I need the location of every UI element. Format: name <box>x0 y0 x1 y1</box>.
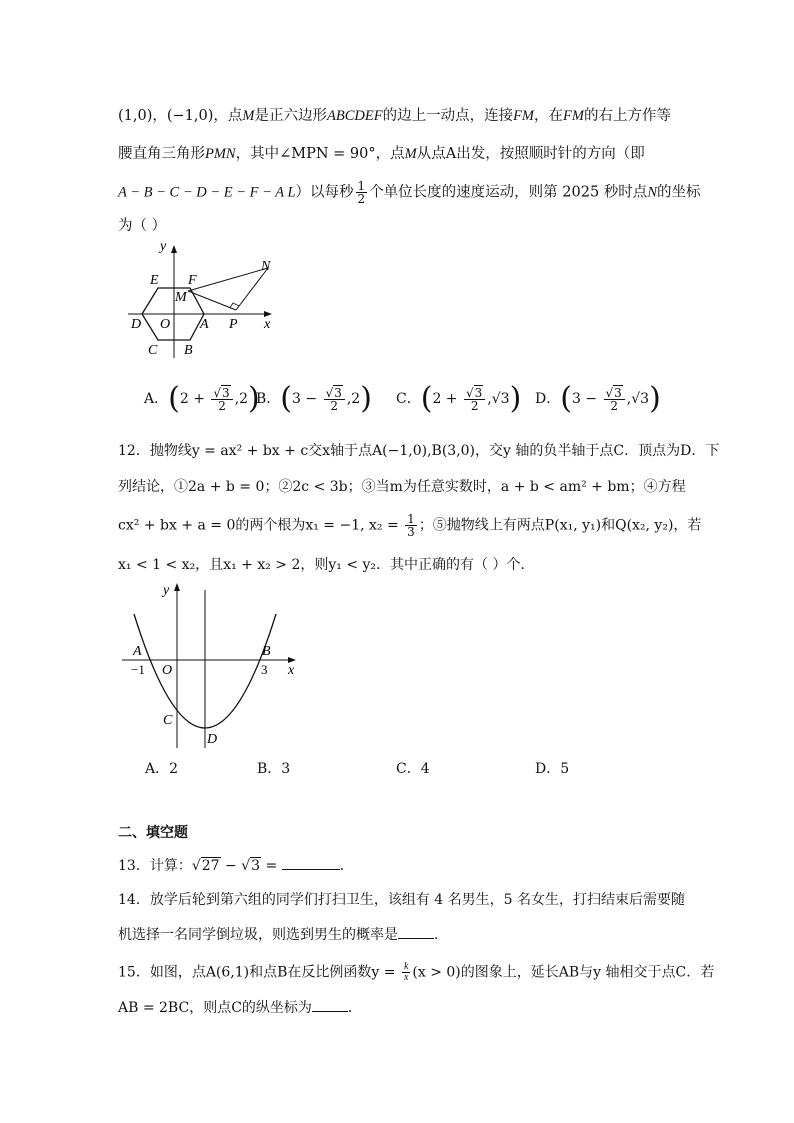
y-axis-label: y <box>160 239 167 254</box>
q11-text: FM <box>513 108 535 124</box>
origin-label: O <box>162 663 173 678</box>
q11-text: ）以每秒 <box>295 184 354 201</box>
option-letter: D． <box>535 391 561 407</box>
q13-text: ． <box>339 858 354 874</box>
q11-text: PMN <box>205 146 236 162</box>
option-letter: A． <box>144 391 169 407</box>
q15-line-2 <box>118 998 362 1018</box>
option-letter: B． <box>256 391 281 407</box>
fraction-numerator: 3 <box>334 385 342 400</box>
q11-option-d[interactable]: D．(3 − $\frac{√3}{2}$ ,√3) <box>535 381 661 416</box>
q11-text: ABCDEF <box>327 108 383 124</box>
fraction-numerator: 3 <box>614 385 622 400</box>
option-value: 3 − <box>292 391 322 407</box>
q14-line-1 <box>118 890 685 910</box>
q12-option-a[interactable]: A．2 <box>145 761 179 777</box>
q11-text: 的坐标 <box>656 184 701 201</box>
fraction-numerator: 1 <box>357 179 366 193</box>
fraction-numerator: 3 <box>474 385 483 400</box>
q12-line-1 <box>118 441 719 461</box>
q15-text: (x > 0)的图象上，延长AB与y 轴相交于点C．若 <box>412 964 715 981</box>
point-label-p: P <box>229 317 238 332</box>
q13-line: 13．计算：√27 − √3 = ． <box>118 858 354 874</box>
q11-text: 腰直角三角形 <box>118 146 205 162</box>
q11-text: N <box>647 184 657 201</box>
option-value: ,2 <box>346 391 361 407</box>
q12-parabola-figure <box>118 578 304 750</box>
q11-text: ，其中∠MPN = 90°，点 <box>235 146 405 162</box>
q11-text: 的右上方作等 <box>583 108 671 124</box>
q14-text: 14．放学后轮到第六组的同学们打扫卫生，该组有 4 名男生，5 名女生，打扫结束后需要随 <box>118 892 685 908</box>
q15-line-1 <box>118 962 714 983</box>
fraction-denominator: 2 <box>610 398 618 413</box>
q11-text: 是正六边形 <box>254 108 327 124</box>
q11-text: M <box>242 108 255 124</box>
q12-text: ；⑤抛物线上有两点P(x₁, y₁)和Q(x₂, y₂)，若 <box>418 517 702 534</box>
point-label-m: M <box>175 290 187 305</box>
q11-text: 个单位长度的速度运动，则第 2025 秒时点 <box>369 184 648 201</box>
option-value: ,2 <box>234 391 249 407</box>
q12-option-d[interactable]: D．5 <box>535 761 570 777</box>
x-axis-label: x <box>288 663 295 678</box>
fraction-denominator: 2 <box>218 398 226 413</box>
q11-line-4 <box>118 216 166 236</box>
q11-text: FM <box>563 108 584 124</box>
q12-line-3 <box>118 513 701 538</box>
point-label-c: C <box>148 343 158 358</box>
option-value: 2 + <box>432 391 462 407</box>
q13-radicand: 3 <box>251 858 261 874</box>
q14-text: ． <box>434 927 448 943</box>
q13-radicand: 27 <box>201 858 220 874</box>
fraction-denominator: 2 <box>470 398 479 413</box>
fraction-numerator: 1 <box>407 512 415 526</box>
point-label-d: D <box>131 317 142 332</box>
fraction-denominator: x <box>403 972 409 983</box>
section-title: 二、填空题 <box>118 825 188 841</box>
point-label-f: F <box>188 273 197 288</box>
point-label-b: B <box>184 343 193 358</box>
q13-text: = <box>261 858 282 874</box>
fraction <box>356 180 368 205</box>
point-label-a: A <box>133 644 142 659</box>
point-label-o: O <box>160 317 171 332</box>
fraction <box>405 513 417 538</box>
q11-option-c[interactable]: C．(2 + $\frac{√3}{2}$ ,√3) <box>396 381 522 416</box>
fraction: $\frac{√3}{2}$ <box>324 387 345 412</box>
q15-text: AB = 2BC，则点C的纵坐标为 <box>118 1000 312 1016</box>
answer-blank[interactable] <box>282 869 340 870</box>
fraction-numerator: 3 <box>222 385 230 400</box>
q11-line-2 <box>118 144 645 164</box>
option-value: 3 − <box>571 391 602 407</box>
option-value: 2 + <box>179 391 210 407</box>
q12-text: 列结论，①2a + b = 0；②2c < 3b；③当m为任意实数时，a + b < am² + bm；④方程 <box>118 479 686 495</box>
q11-line-3 <box>118 180 700 205</box>
q13-text: − <box>220 858 242 874</box>
fraction: $\frac{√3}{2}$ <box>211 387 232 412</box>
q11-option-a[interactable]: A．(2 + $\frac{√3}{2}$ ,2) <box>144 381 260 416</box>
q14-text: 机选择一名同学倒垃圾，则选到男生的概率是 <box>118 927 398 943</box>
q12-option-c[interactable]: C．4 <box>396 761 430 777</box>
q11-text: (1,0)，(−1,0)，点 <box>118 108 243 124</box>
q12-text: 12．抛物线y = ax² + bx + c交x轴于点A(−1,0),B(3,0)，交y 轴的负半轴于点C．顶点为D．下 <box>118 443 720 459</box>
q11-text: 的边上一动点，连接 <box>382 108 514 124</box>
answer-blank[interactable] <box>312 1011 348 1012</box>
q15-text: ． <box>347 1000 362 1016</box>
point-label-b: B <box>262 644 271 659</box>
x-axis-label: x <box>264 317 271 332</box>
fraction-denominator: 2 <box>330 398 339 413</box>
q14-line-2 <box>118 925 448 945</box>
q11-hexagon-figure <box>118 238 288 360</box>
point-label-e: E <box>150 273 159 288</box>
q11-text: 为（ ） <box>118 218 167 234</box>
fraction: $\frac{√3}{2}$ <box>464 387 485 412</box>
q12-line-2 <box>118 477 686 497</box>
fraction-denominator: 3 <box>407 525 415 539</box>
point-label-a: A <box>200 317 209 332</box>
fraction: $\frac{√3}{2}$ <box>604 387 625 412</box>
fraction-numerator: k <box>403 961 409 972</box>
q12-option-b[interactable]: B．3 <box>257 761 291 777</box>
y-axis-label: y <box>163 583 170 598</box>
point-label-n: N <box>261 259 271 274</box>
tick-label-3: 3 <box>261 662 268 677</box>
q11-text: 从点A出发，按照顺时针的方向（即 <box>416 146 645 162</box>
q11-line-1 <box>118 106 671 126</box>
q12-text: x₁ < 1 < x₂，且x₁ + x₂ > 2，则y₁ < y₂．其中正确的有（ ）个． <box>118 557 535 573</box>
q12-line-4 <box>118 555 535 575</box>
q15-text: 15．如图，点A(6,1)和点B在反比例函数y = <box>118 964 400 981</box>
fraction-denominator: 2 <box>357 192 366 206</box>
q11-text: ，在 <box>534 108 564 124</box>
point-label-d: D <box>207 732 218 747</box>
q11-option-b[interactable]: B．(3 − $\frac{√3}{2}$ ,2) <box>256 381 372 416</box>
answer-blank[interactable] <box>398 938 434 939</box>
q11-text: A − B − C − D − E − F − A L <box>118 184 296 201</box>
tick-label-minus-1: −1 <box>131 662 145 677</box>
q12-text: cx² + bx + a = 0的两个根为x₁ = −1, x₂ = <box>118 517 404 534</box>
option-letter: C． <box>396 391 421 407</box>
option-value: ,√3 <box>626 391 650 407</box>
q13-text: 13．计算： <box>118 858 192 874</box>
option-value: ,√3 <box>487 391 510 407</box>
fraction <box>402 962 410 983</box>
q11-text: M <box>404 146 417 162</box>
point-label-c: C <box>163 713 173 728</box>
